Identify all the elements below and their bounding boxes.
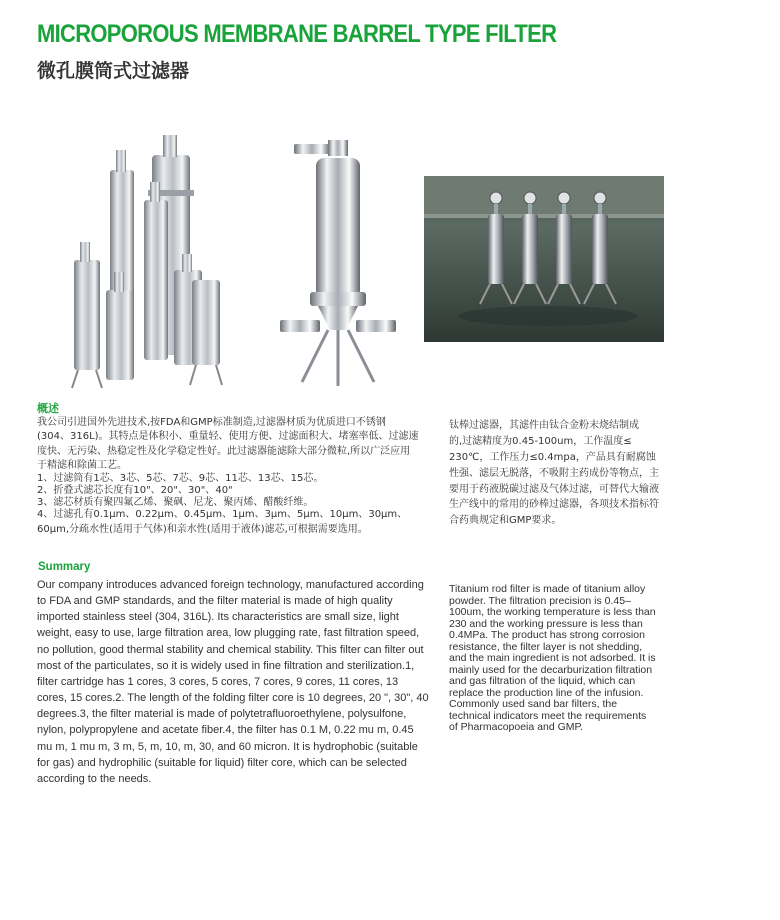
- text-line: of Pharmacopoeia and GMP.: [449, 721, 584, 733]
- text-line: to FDA and GMP standards, and the filter material is made of high quality: [37, 595, 393, 608]
- text-line: technical indicators meet the requirements: [449, 709, 647, 722]
- text-line: 2、折叠式滤芯长度有10"、20"、30"、40": [37, 484, 233, 496]
- text-line: weight, easy to use, large filtration area, low plugging rate, fast filtration speed,: [37, 627, 420, 640]
- text-line: and the main ingredient is not adsorbed. It is: [449, 652, 656, 664]
- text-line: 230℃，工作压力≤0.4mpa，产品具有耐腐蚀: [449, 451, 656, 463]
- text-line: nylon, polypropylene and acetate fiber.4, the filter has 0.1 M, 0.22 mu m, 0.45: [37, 724, 414, 737]
- text-line: 合药典规定和GMP要求。: [449, 515, 562, 527]
- text-line: 3、滤芯材质有聚四氟乙烯、聚砜、尼龙、聚丙烯、醋酸纤维。: [37, 496, 314, 508]
- single-filter-photo: [272, 130, 400, 392]
- text-line: 我公司引进国外先进技术,按FDA和GMP标准制造,过滤器材质为优质进口不锈钢: [37, 417, 386, 428]
- text-line: and gas filtration of the liquid, which can: [449, 675, 636, 687]
- page-title: MICROPOROUS MEMBRANE BARREL TYPE FILTER: [37, 20, 557, 48]
- text-line: replace the production line of the infusion.: [449, 686, 644, 699]
- short-filter-left: [72, 242, 102, 388]
- summary-heading: Summary: [38, 561, 91, 573]
- text-line: Our company introduces advanced foreign technology, manufactured according: [37, 579, 424, 591]
- titanium-text-en: [449, 584, 669, 734]
- text-line: 60μm,分疏水性(适用于气体)和亲水性(适用于液体)滤芯,可根据需要选用。: [37, 523, 368, 535]
- text-line: powder. The filtration precision is 0.45–: [449, 594, 631, 607]
- titanium-text-cn: [449, 418, 674, 529]
- text-line: 230 and the working pressure is less than: [449, 617, 643, 630]
- text-line: for gas) and hydrophilic (suitable for liquid) filter core, which can be selected: [37, 756, 407, 769]
- summary-text-en: [37, 577, 427, 787]
- mid-filter-center: [144, 182, 168, 360]
- page-subtitle-cn: 微孔膜筒式过滤器: [37, 60, 190, 82]
- text-line: resistance, the filter layer is not shedding,: [449, 640, 643, 653]
- text-line: Titanium rod filter is made of titanium alloy: [449, 583, 646, 595]
- text-line: no pollution, good thermal stability and chemical stability. This filter can filter out: [37, 643, 424, 656]
- text-line: 钛棒过滤器，其滤件由钛合金粉末烧结制成: [449, 420, 639, 431]
- text-line: mu m, 1 mu m, 3 m, 5, m, 10, m, 30, and 60 micron. It is hydrophobic (suitable: [37, 740, 418, 753]
- text-line: 的,过滤精度为0.45-100um，工作温度≤: [449, 435, 632, 447]
- text-line: filter cartridge has 1 cores, 3 cores, 5 cores, 7 cores, 9 cores, 11 cores, 13: [37, 675, 399, 688]
- overview-text-cn: [37, 416, 432, 537]
- short-filter-right: [174, 254, 222, 385]
- text-line: 100um, the working temperature is less than: [449, 606, 656, 618]
- text-line: 要用于药液脱碳过滤及气体过滤，可替代大输液: [449, 483, 659, 495]
- text-line: cores, 15 cores.2. The length of the folding filter core is 10 degrees, 20 ", 30", 40: [37, 692, 429, 705]
- text-line: 4、过滤孔有0.1μm、0.22μm、0.45μm、1μm、3μm、5μm、10μm、30μm、: [37, 509, 408, 521]
- text-line: 度快、无污染、热稳定性及化学稳定性好。此过滤器能滤除大部分微粒,所以广泛应用: [37, 445, 411, 457]
- text-line: mainly used for the decarburization filtration: [449, 663, 653, 676]
- text-line: most of the particulates, so it is widely used in fine filtration and sterilization.1,: [37, 659, 415, 672]
- text-line: 0.4MPa. The product has strong corrosion: [449, 629, 645, 641]
- filter-group-photo: [62, 130, 234, 392]
- text-line: (304、316L)。其特点是体积小、重量轻、使用方便、过滤面积大、堵塞率低、过滤速: [37, 431, 419, 443]
- text-line: 1、过滤筒有1芯、3芯、5芯、7芯、9芯、11芯、13芯、15芯。: [37, 473, 324, 485]
- overview-heading: 概述: [37, 402, 59, 415]
- factory-filters-photo: [424, 176, 664, 342]
- text-line: 于精滤和除菌工艺。: [37, 459, 127, 471]
- text-line: Commonly used sand bar filters, the: [449, 698, 618, 710]
- text-line: 生产线中的常用的砂棒过滤器，各项技术指标符: [449, 499, 659, 511]
- text-line: according to the needs.: [37, 772, 152, 785]
- text-line: imported stainless steel (304, 316L). Its characteristics are small size, light: [37, 611, 399, 624]
- text-line: 性强、滤层无脱落，不吸附主药成份等物点，主: [449, 467, 659, 479]
- text-line: degrees.3, the filter material is made of polytetrafluoroethylene, polysulfone,: [37, 708, 407, 721]
